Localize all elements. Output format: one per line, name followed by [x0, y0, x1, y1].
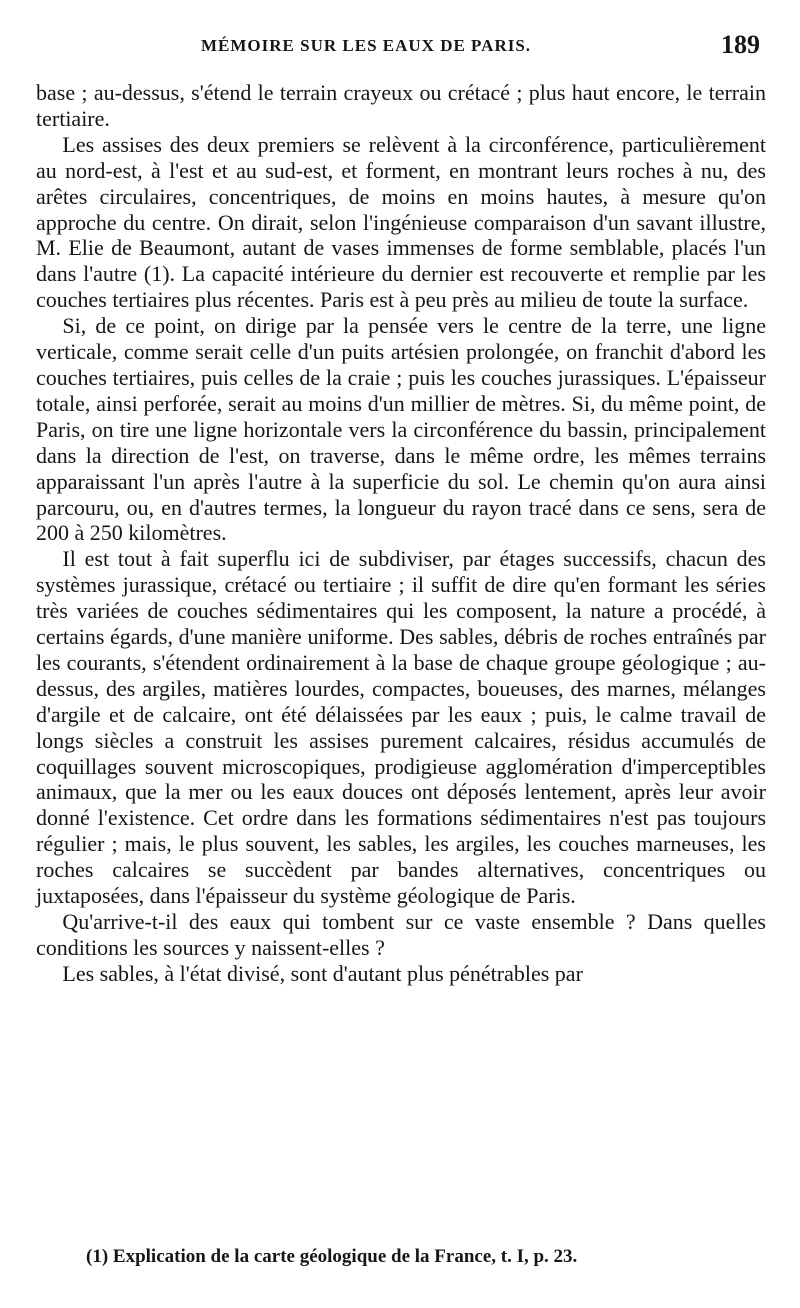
- paragraph: Si, de ce point, on dirige par la pensée vers le centre de la terre, une ligne verticale, comme serait celle d'un puits artésien prolongée, on franchit d'abord les couches tertiaires, puis celles de la craie ; puis les couches jurassiques. L'épaisseur totale, ainsi perforée, serait au moins d'un millier de mètres. Si, du même point, de Paris, on tire une ligne horizontale vers la circonférence du bassin, principalement dans la direction de l'est, on traverse, dans le même ordre, les mêmes terrains apparaissant l'un après l'autre à la superficie du sol. Le chemin qu'on aura ainsi parcouru, ou, en d'autres termes, la longueur du rayon tracé dans ce sens, sera de 200 à 250 kilomètres.: [36, 313, 766, 546]
- paragraph: Il est tout à fait superflu ici de subdiviser, par étages successifs, chacun des systèmes jurassique, crétacé ou tertiaire ; il suffit de dire qu'en formant les séries très variées de couches sédimentaires qui les composent, la nature a procédé, à certains égards, d'une manière uniforme. Des sables, débris de roches entraînés par les courants, s'étendent ordinairement à la base de chaque groupe géologique ; au-dessus, des argiles, matières lourdes, compactes, boueuses, des marnes, mélanges d'argile et de calcaire, ont été délaissées par les eaux ; puis, le calme travail de longs siècles a construit les assises purement calcaires, résidus accumulés de coquillages souvent microscopiques, prodigieuse agglomération d'imperceptibles animaux, que la mer ou les eaux douces ont déposés lentement, après leur avoir donné l'existence. Cet ordre dans les formations sédimentaires n'est pas toujours régulier ; mais, le plus souvent, les sables, les argiles, les couches marneuses, les roches calcaires se succèdent par bandes alternatives, concentriques ou juxtaposées, dans l'épaisseur du système géologique de Paris.: [36, 546, 766, 909]
- body-text: [36, 80, 766, 987]
- footnote: (1) Explication de la carte géologique de la France, t. I, p. 23.: [86, 1246, 578, 1267]
- page-number: 189: [721, 30, 760, 59]
- paragraph-continuation: base ; au-dessus, s'étend le terrain crayeux ou crétacé ; plus haut encore, le terrain tertiaire.: [36, 80, 766, 131]
- running-head: [36, 28, 766, 68]
- book-page: [36, 28, 766, 1278]
- paragraph: Les assises des deux premiers se relèvent à la circonférence, particulièrement au nord-est, à l'est et au sud-est, et forment, en montrant leurs roches à nu, des arêtes circulaires, concentriques, de moins en moins hautes, à mesure qu'on approche du centre. On dirait, selon l'ingénieuse comparaison d'un savant illustre, M. Elie de Beaumont, autant de vases immenses de forme semblable, placés l'un dans l'autre (1). La capacité intérieure du dernier est recouverte et remplie par les couches tertiaires plus récentes. Paris est à peu près au milieu de toute la surface.: [36, 131, 766, 313]
- running-title: MÉMOIRE SUR LES EAUX DE PARIS.: [201, 36, 532, 55]
- paragraph: Les sables, à l'état divisé, sont d'autant plus pénétrables par: [62, 960, 583, 986]
- paragraph: Qu'arrive-t-il des eaux qui tombent sur ce vaste ensemble ? Dans quelles conditions les sources y naissent-elles ?: [36, 909, 766, 960]
